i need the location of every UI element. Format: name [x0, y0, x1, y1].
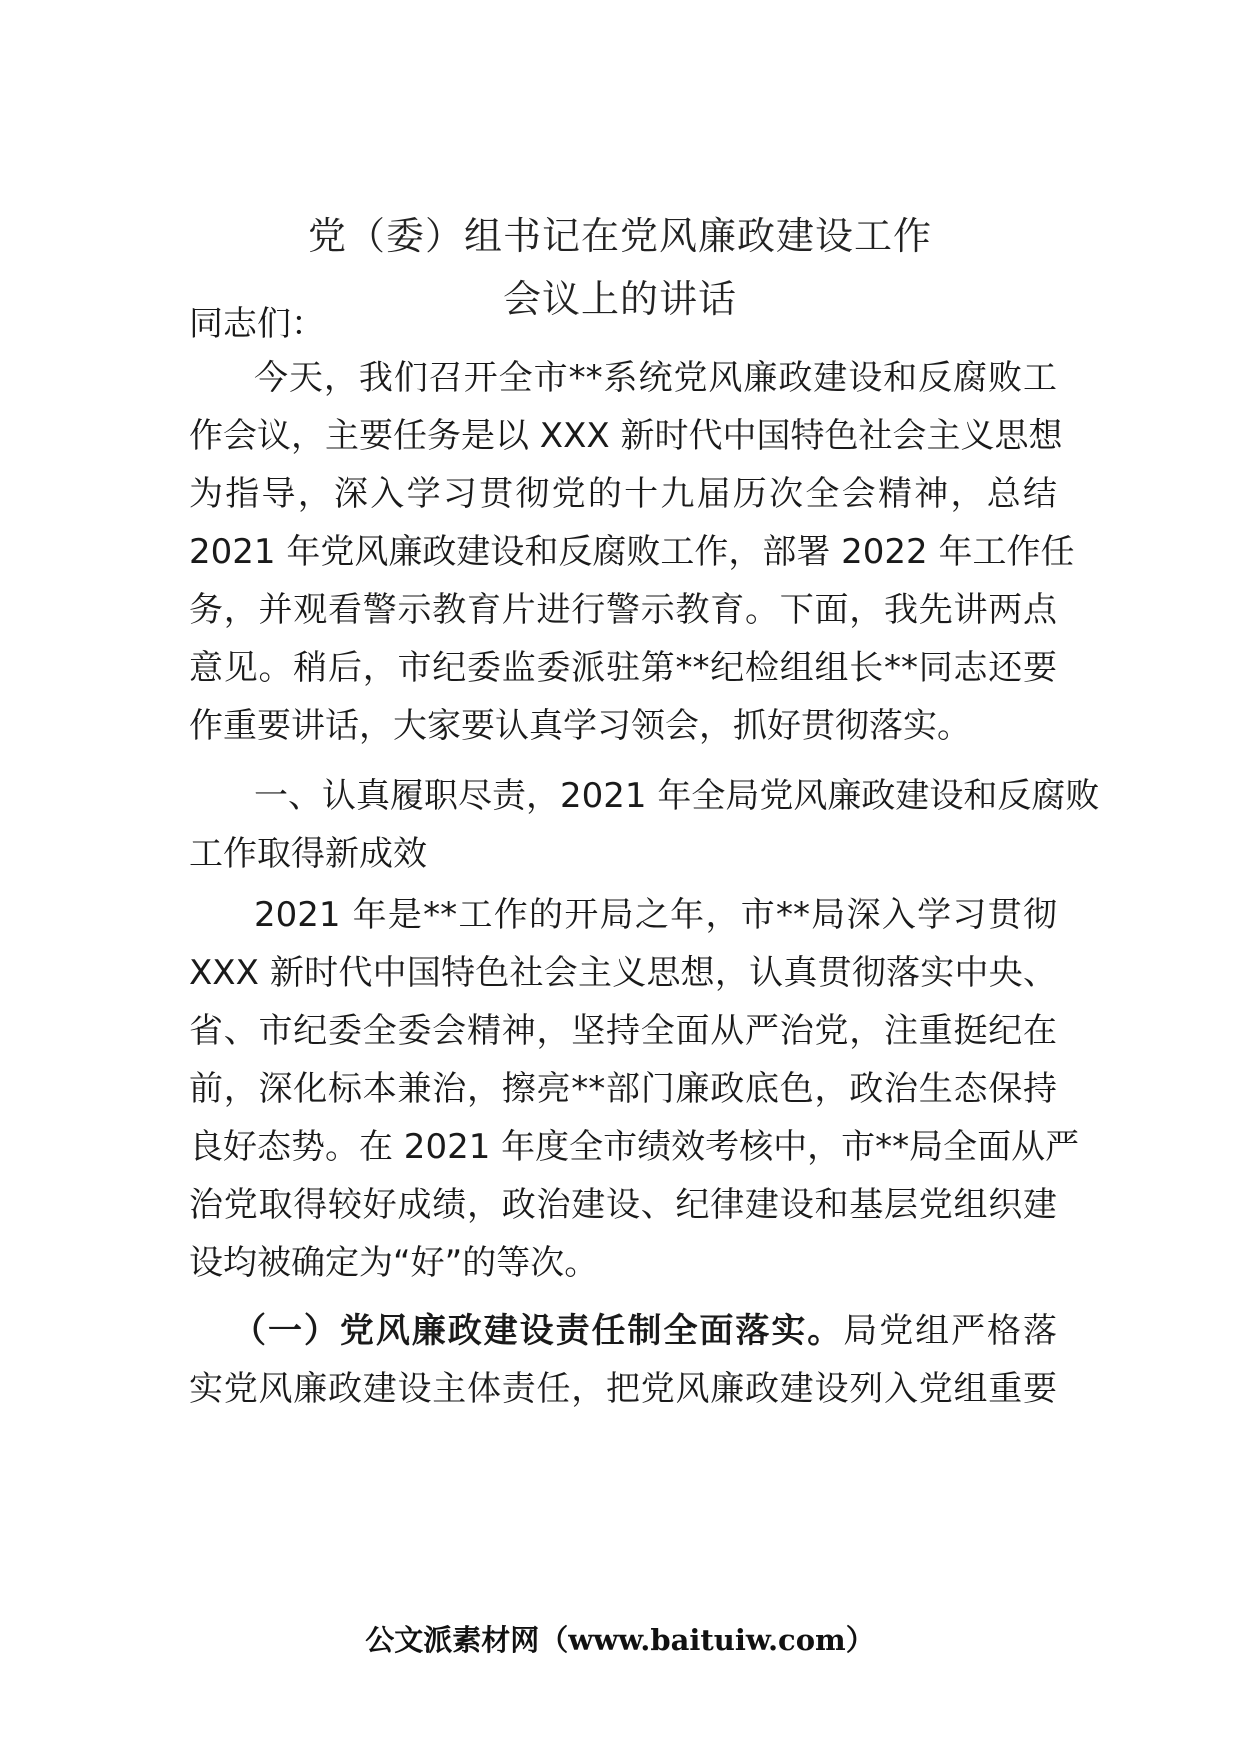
paragraph-2-line-4: 前，深化标本兼治，擦亮**部门廉政底色，政治生态保持	[189, 1069, 1057, 1109]
paragraph-1-line-6: 意见。稍后，市纪委监委派驻第**纪检组组长**同志还要	[189, 648, 1057, 688]
heading-1-line-2: 工作取得新成效	[189, 834, 427, 874]
paragraph-3-line-1-rest: 局党组严格落	[843, 1311, 1058, 1351]
document-title-line-1: 党（委）组书记在党风廉政建设工作	[307, 214, 932, 258]
footer-watermark: 公文派素材网（www.baituiw.com）	[365, 1623, 875, 1657]
paragraph-3-line-2: 实党风廉政建设主体责任，把党风廉政建设列入党组重要	[189, 1369, 1057, 1409]
paragraph-1-line-1: 今天，我们召开全市**系统党风廉政建设和反腐败工	[254, 358, 1057, 398]
paragraph-1-line-2: 作会议，主要任务是以 XXX 新时代中国特色社会主义思想	[189, 416, 1063, 456]
paragraph-1-line-5: 务，并观看警示教育片进行警示教育。下面，我先讲两点	[189, 590, 1057, 630]
paragraph-1-line-3: 为指导，深入学习贯彻党的十九届历次全会精神，总结	[189, 474, 1057, 514]
paragraph-2-line-3: 省、市纪委全委会精神，坚持全面从严治党，注重挺纪在	[189, 1011, 1057, 1051]
salutation: 同志们：	[189, 304, 325, 344]
paragraph-2-line-7: 设均被确定为“好”的等次。	[189, 1243, 599, 1283]
paragraph-1-line-4: 2021 年党风廉政建设和反腐败工作，部署 2022 年工作任	[189, 532, 1075, 572]
paragraph-3-bold-lead: （一）党风廉政建设责任制全面落实。	[232, 1311, 844, 1351]
paragraph-2-line-2: XXX 新时代中国特色社会主义思想，认真贯彻落实中央、	[189, 953, 1057, 993]
paragraph-3-line-1	[232, 1309, 1057, 1353]
paragraph-1-line-7: 作重要讲话，大家要认真学习领会，抓好贯彻落实。	[189, 706, 971, 746]
heading-1-line-1: 一、认真履职尽责，2021 年全局党风廉政建设和反腐败	[254, 776, 1100, 816]
paragraph-2-line-1: 2021 年是**工作的开局之年，市**局深入学习贯彻	[254, 895, 1057, 935]
paragraph-2-line-6: 治党取得较好成绩，政治建设、纪律建设和基层党组织建	[189, 1185, 1057, 1225]
paragraph-2-line-5: 良好态势。在 2021 年度全市绩效考核中，市**局全面从严	[189, 1127, 1080, 1167]
document-title-line-2: 会议上的讲话	[502, 277, 737, 321]
